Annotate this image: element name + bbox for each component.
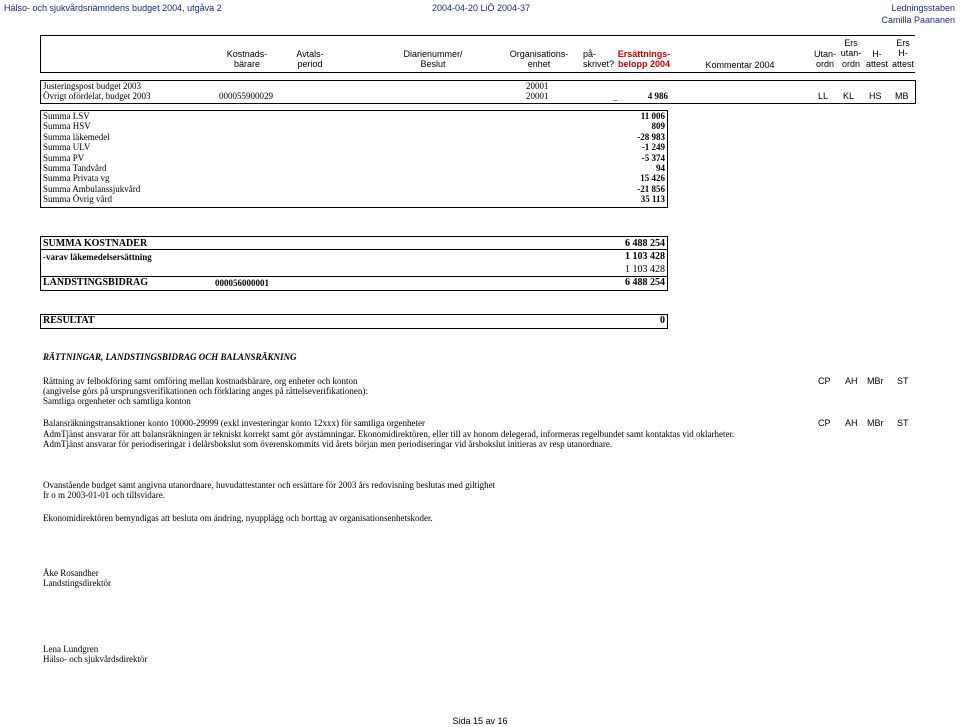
closing-p1b: fr o m 2003-01-01 och tillsvidare. — [43, 490, 165, 500]
closing-p1a: Ovanstående budget samt angivna utanordnare, huvudattestanter och ersättare för 2003 års redovisning beslutas med giltighet — [43, 480, 496, 490]
notes-line4: Balansräkningstransaktioner konto 10000-29999 (exkl investeringar konto 12xxx) för samtliga orgenheter — [43, 418, 425, 428]
col-paskrivet: på- skrivet? — [583, 49, 615, 70]
landstingsbidrag-value: 6 488 254 — [625, 277, 665, 288]
notes-line3: Samtliga orgenheter och samtliga konton — [43, 396, 191, 406]
landstingsbidrag-label: LANDSTINGSBIDRAG — [43, 277, 149, 288]
signature-2-title: Hälso- och sjukvårdsdirektör — [43, 654, 148, 664]
varav-label: -varav läkemedelsersättning — [43, 252, 152, 262]
extra-value: 1 103 428 — [625, 264, 665, 275]
sum-row-label: Summa HSV — [43, 121, 91, 131]
col-kostnadsbarare: Kostnads- bärare — [226, 49, 268, 70]
signature-2-name: Lena Lundgren — [43, 644, 99, 654]
notes-line2: (angivelse görs på ursprungsverifikationen och förklaring anges på rättelseverifikationen): — [43, 386, 368, 396]
sum-row-value: -1 249 — [641, 142, 665, 152]
flag-mb: MB — [895, 91, 909, 101]
notes-line1: Rättning av felbokföring samt omföring mellan kostnadsbärare, org enheter och konton — [43, 376, 358, 386]
landstingsbidrag-kb: 000056000001 — [215, 278, 269, 288]
summa-kostnader-value: 6 488 254 — [625, 238, 665, 249]
notes-flag2-cp: CP — [818, 418, 831, 428]
sum-row-label: Summa läkemedel — [43, 132, 110, 142]
header-right-line2: Camilla Paananen — [881, 15, 955, 25]
header-right-line1: Ledningsstaben — [891, 3, 955, 13]
col-avtalsperiod: Avtals- period — [296, 49, 324, 70]
notes-flag2-ah: AH — [845, 418, 858, 428]
sum-row-value: 11 006 — [640, 111, 665, 121]
sum-row-label: Summa LSV — [43, 111, 90, 121]
adjust-row2-org: 20001 — [526, 91, 549, 101]
adjust-row2-dash: _ — [613, 92, 618, 102]
page-number: Sida 15 av 16 — [452, 716, 508, 726]
closing-p2: Ekonomidirektören bemyndigas att besluta om ändring, nyupplägg och borttag av organisationsenhetskoder. — [43, 513, 433, 523]
header-rule-left — [40, 35, 41, 72]
sum-row-label: Summa Privata vg — [43, 173, 110, 183]
col-utanordn: Utan- ordn — [813, 49, 836, 70]
adjustment-box — [40, 80, 916, 104]
flag-ll: LL — [818, 91, 829, 101]
notes-line6: AdmTjänst ansvarar för periodiseringar i delårsbokslut som överenskommits vid årets början men periodiseringar vid årsbokslut initieras av resp utanordnare. — [43, 439, 613, 449]
col-diarienummer: Diarienummer/ Beslut — [403, 49, 463, 70]
col-ers-utanordn: Ers utan- ordn — [840, 38, 862, 69]
notes-flag2-st: ST — [897, 418, 909, 428]
sum-row-value: 35 113 — [640, 194, 665, 204]
sum-row-value: -28 983 — [637, 132, 665, 142]
adjust-row2-label: Övrigt ofördelat, budget 2003 — [43, 91, 151, 101]
notes-flag1-mbr: MBr — [867, 376, 884, 386]
notes-flag2-mbr: MBr — [867, 418, 884, 428]
col-ersattningsbelopp: Ersättnings- belopp 2004 — [617, 49, 671, 70]
notes-heading: RÄTTNINGAR, LANDSTINGSBIDRAG OCH BALANSRÄKNING — [43, 352, 297, 362]
sum-row-value: 15 426 — [640, 173, 665, 183]
adjust-row2-amount: 4 986 — [647, 91, 668, 101]
sum-row-label: Summa ULV — [43, 142, 91, 152]
header-center: 2004-04-20 LiÖ 2004-37 — [432, 3, 531, 13]
adjust-row1-label: Justeringspost budget 2003 — [43, 81, 141, 91]
notes-flag1-st: ST — [897, 376, 909, 386]
header-left: Hälso- och sjukvårdsnämndens budget 2004, utgåva 2 — [4, 3, 222, 13]
flag-kl: KL — [843, 91, 855, 101]
sum-row-value: -21 856 — [637, 184, 665, 194]
col-organisationsenhet: Organisations- enhet — [509, 49, 569, 70]
resultat-value: 0 — [660, 315, 665, 326]
header-rule-bottom — [40, 72, 915, 73]
sum-row-label: Summa PV — [43, 153, 85, 163]
col-kommentar: Kommentar 2004 — [705, 60, 775, 70]
varav-value: 1 103 428 — [625, 251, 665, 262]
signature-1-title: Landstingsdirektör — [43, 578, 111, 588]
adjust-row1-org: 20001 — [526, 81, 549, 91]
resultat-label: RESULTAT — [43, 315, 95, 326]
notes-flag1-ah: AH — [845, 376, 858, 386]
notes-line5: AdmTjänst ansvarar för att balansräkningen är tekniskt korrekt samt gör avstämningar. Ekonomidirektören, eller till av honom delegerad, informeras regelbundet samt kontaktas vid oklarheter. — [43, 429, 735, 439]
summa-kostnader-label: SUMMA KOSTNADER — [43, 238, 148, 249]
flag-hs: HS — [869, 91, 882, 101]
sum-row-value: -5 374 — [641, 153, 665, 163]
col-hattest: H- attest — [865, 49, 888, 70]
sum-row-label: Summa Ambulanssjukvård — [43, 184, 141, 194]
notes-flag1-cp: CP — [818, 376, 831, 386]
sum-row-value: 809 — [651, 121, 665, 131]
sum-row-label: Summa Tandvård — [43, 163, 107, 173]
signature-1-name: Åke Rosandher — [43, 568, 99, 578]
col-ers-hattest: Ers H- attest — [891, 38, 914, 69]
sum-row-value: 94 — [656, 163, 665, 173]
sum-row-label: Summa Övrig vård — [43, 194, 112, 204]
adjust-row2-kb: 000055900029 — [219, 91, 273, 101]
header-rule-top — [40, 35, 915, 36]
